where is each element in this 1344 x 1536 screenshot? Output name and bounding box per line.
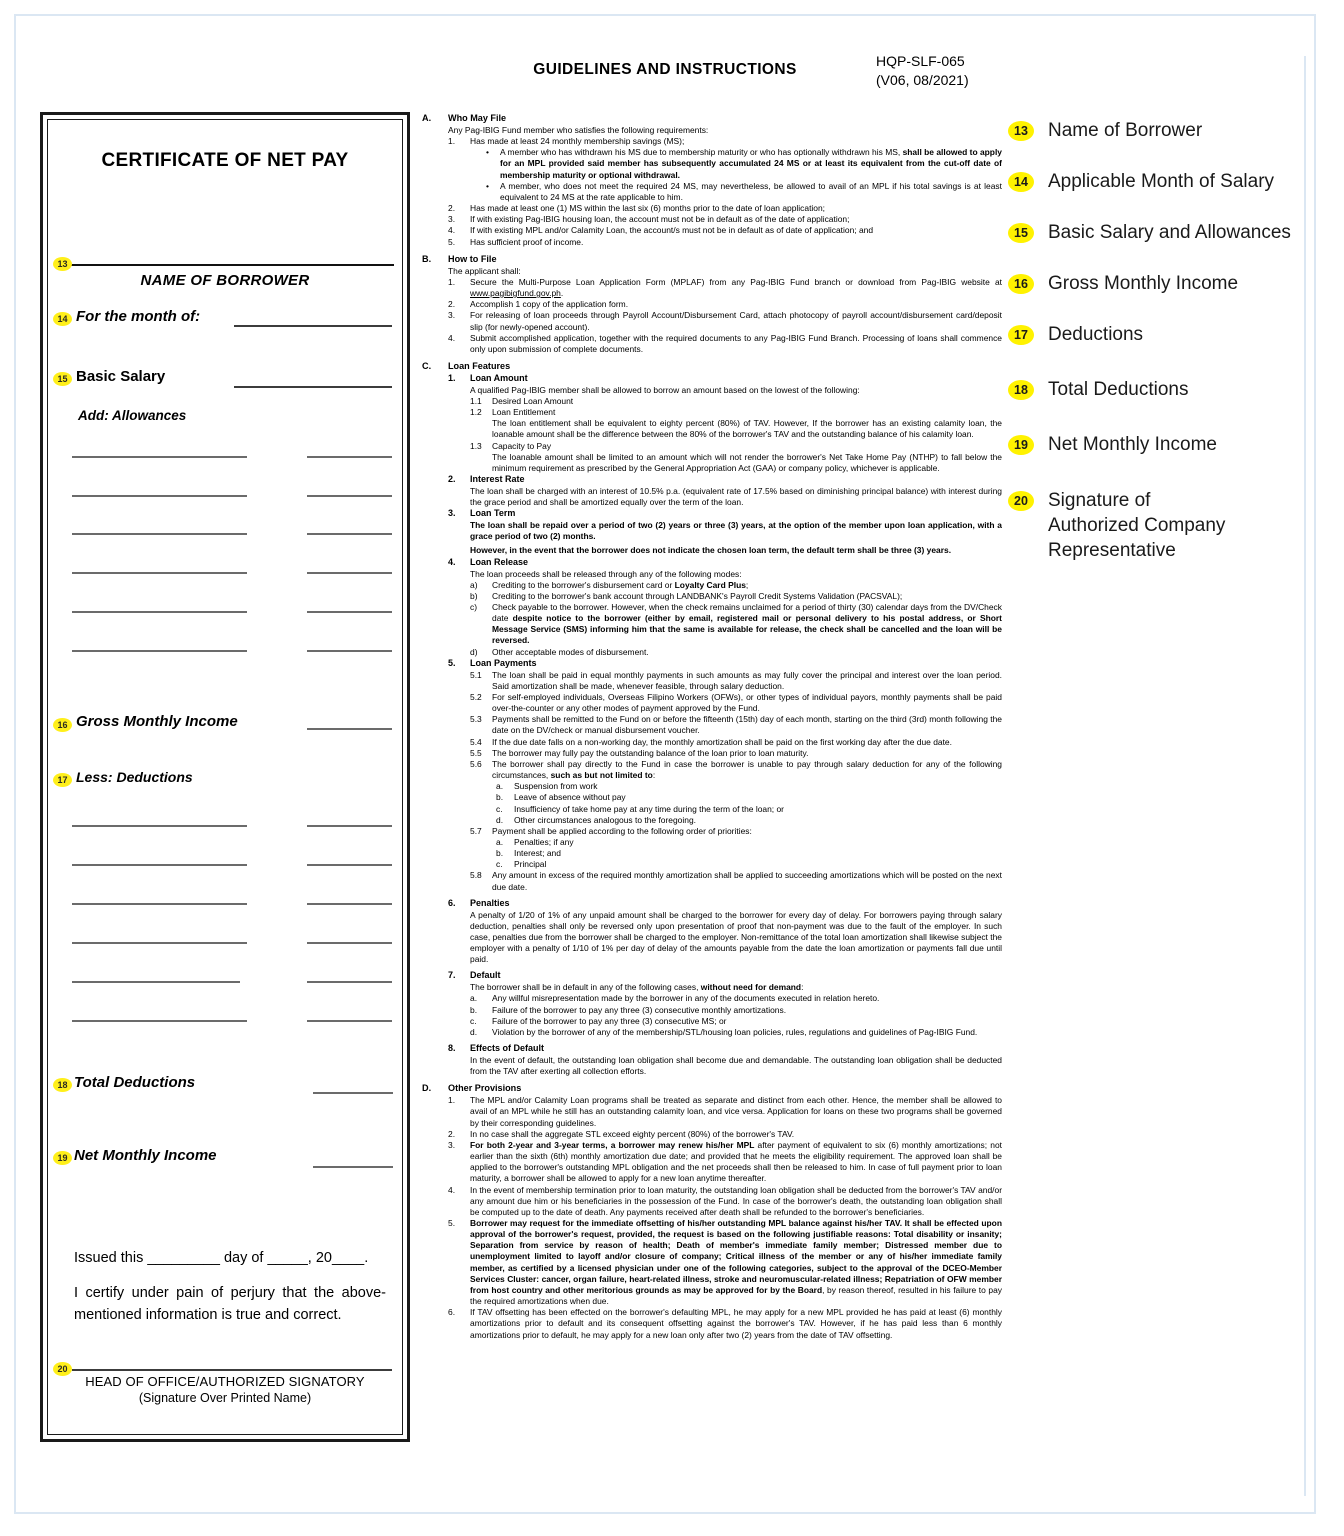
item-text: The borrower may fully pay the outstanding balance of the loan prior to loan maturity. [492, 747, 809, 758]
page-title: GUIDELINES AND INSTRUCTIONS [533, 61, 797, 78]
item-number: 5.1 [470, 669, 482, 680]
legend-item-17 [1008, 322, 1308, 347]
legend-item-19 [1008, 432, 1308, 457]
allowance-desc-line[interactable] [72, 495, 247, 497]
list-item [496, 781, 1002, 792]
list-item [470, 714, 1002, 736]
item-text: Borrower may request for the immediate offsetting of his/her outstanding MPL balance against his/her TAV. It shall be effected upon approval of the borrower's request, provided, the request is based on the following justifiable reasons: Total disability or insanity; Separation from service by reason of health; Death of member's immediate family member; Distressed member due to unemployment limited to layoff and/or closure of company; Critical illness of the member or any of his/her immediate family member, as certified by a licensed physician under one of the following categories, subject to the approval of the DCEO-Member Services Cluster: cancer, organ failure, heart-related illness, stroke and neuromuscular-related illness; Repatriation of OFW member from host country and other meritorious grounds as may be approved for by the Board, by reason thereof, resulted in his failure to pay the required amortizations when due. [470, 1217, 1002, 1307]
legend-item-14 [1008, 169, 1308, 194]
name-of-borrower-caption: NAME OF BORROWER [140, 272, 310, 289]
deduction-desc-line[interactable] [72, 1020, 247, 1022]
item-number: 7. [448, 970, 456, 981]
basic-salary-label: Basic Salary [76, 368, 166, 385]
item-text: Loan Entitlement [492, 407, 556, 418]
subsection-heading [448, 658, 1002, 670]
subsection-body: A penalty of 1/20 of 1% of any unpaid amount shall be charged to the borrower for every day of delay. For borrowers paying through salary deduction, penalties shall only be reversed only upon presentation of proof that non-payment was due to the fault of the employer. In such case, penalties due from the borrower shall be charged to the employer. Non-remittance of the total loan amortization shall likewise subject the employer with a penalty of 1/10 of 1% per day of delay of the amounts payable from the date the loan amortization or payments fall due until paid. [470, 909, 1002, 965]
list-item [448, 214, 1002, 225]
issued-date-text[interactable]: Issued this _________ day of _____, 20____. [74, 1250, 369, 1266]
item-text: Capacity to Pay [492, 440, 552, 451]
marker-13: 13 [53, 257, 72, 271]
section-a-lead: Any Pag-IBIG Fund member who satisfies the following requirements: [448, 125, 709, 135]
less-deductions-label: Less: Deductions [76, 769, 193, 785]
list-item [470, 591, 1002, 602]
item-number: 2. [448, 474, 456, 485]
legend-item-16 [1008, 271, 1308, 296]
list-item [470, 441, 1002, 452]
list-item [470, 580, 1002, 591]
item-text: For self-employed individuals, Overseas Filipino Workers (OFWs), or other types of individual payors, monthly payments shall be paid over-the-counter or any other modes of payment approved by the Fund. [492, 691, 1002, 714]
list-item [448, 237, 1002, 248]
certificate-title: CERTIFICATE OF NET PAY [101, 150, 349, 171]
item-text: Failure of the borrower to pay any three (3) consecutive monthly amortizations. [492, 1004, 787, 1015]
section-c [422, 360, 1002, 1077]
signatory-title: HEAD OF OFFICE/AUTHORIZED SIGNATORY [85, 1374, 365, 1389]
list-item [448, 1095, 1002, 1128]
list-item [470, 870, 1002, 892]
subsection-body: However, in the event that the borrower does not indicate the chosen loan term, the default term shall be three (3) years. [470, 545, 952, 556]
item-text: Submit accomplished application, together with the required documents to any Pag-IBIG Fund Branch. Processing of loans shall commence only upon submission of complete documents. [470, 332, 1002, 354]
item-number: 4. [448, 225, 456, 236]
section-a-letter: A. [422, 113, 432, 123]
basic-salary-line[interactable] [234, 386, 392, 388]
item-text: For both 2-year and 3-year terms, a borrower may renew his/her MPL after payment of equivalent to six (6) monthly amortizations; not earlier than the sixth (6th) monthly amortization due date; and provided that he meets the eligibility requirement. The approved loan shall be applied to the borrower's outstanding MPL obligation and the net proceeds shall then be released to him. In case of full payment prior to loan maturity, a borrower shall be allowed to apply for a new loan anytime thereafter. [470, 1139, 1002, 1184]
annotation-legend [1008, 118, 1308, 585]
gross-monthly-income-line[interactable] [307, 728, 392, 730]
subsection-heading [448, 970, 1002, 982]
item-text: Desired Loan Amount [492, 396, 574, 406]
item-text: Suspension from work [514, 781, 598, 792]
deduction-amount-line[interactable] [307, 942, 392, 944]
item-number: a) [470, 579, 478, 590]
legend-label-17: Deductions [1048, 324, 1144, 346]
deduction-amount-line[interactable] [307, 903, 392, 905]
item-text: Loan Release [470, 556, 529, 567]
item-number: 4. [448, 332, 456, 343]
list-item [496, 859, 1002, 870]
signatory-subtitle: (Signature Over Printed Name) [138, 1391, 312, 1405]
list-item [448, 1185, 1002, 1218]
item-number: c. [496, 803, 503, 814]
subsection-body: The loan shall be charged with an interest of 10.5% p.a. (equivalent rate of 17.5% based on diminishing principal balance) with interest during the grace period and shall be amortized equally over the term of the loan. [470, 485, 1002, 508]
legend-item-13 [1008, 118, 1308, 143]
legend-badge-13: 13 [1008, 121, 1034, 141]
list-item [470, 993, 1002, 1004]
section-a-title: Who May File [448, 113, 507, 123]
list-item [470, 759, 1002, 781]
list-item [470, 826, 1002, 837]
list-item [448, 299, 1002, 310]
item-number: 1. [448, 276, 456, 287]
item-number: 5. [448, 1217, 456, 1228]
item-text: For releasing of loan proceeds through Payroll Account/Disbursement Card, attach photocopy of payroll account/disbursement card/deposit slip (for newly-opened account). [470, 310, 1002, 332]
allowance-desc-line[interactable] [72, 533, 247, 535]
item-number: b) [470, 590, 478, 601]
subsection-lead: The loan proceeds shall be released through any of the following modes: [470, 568, 742, 579]
marker-18: 18 [53, 1078, 72, 1092]
item-text: Interest; and [514, 848, 561, 859]
list-item [470, 692, 1002, 714]
document-header [16, 50, 1314, 100]
section-c-title: Loan Features [448, 360, 511, 371]
item-number: b. [496, 848, 504, 859]
item-text: Has sufficient proof of income. [470, 236, 584, 247]
deduction-amount-line[interactable] [307, 1020, 392, 1022]
list-item [448, 1218, 1002, 1307]
section-d [422, 1082, 1002, 1340]
list-item [496, 837, 1002, 848]
item-number: 1. [448, 1095, 456, 1106]
deduction-amount-line[interactable] [307, 825, 392, 827]
allowance-desc-line[interactable] [72, 456, 247, 458]
legend-item-18 [1008, 377, 1308, 402]
list-item [470, 748, 1002, 759]
marker-19: 19 [53, 1151, 72, 1165]
item-number: 5.4 [470, 736, 482, 747]
subsection-lead: A qualified Pag-IBIG member shall be allowed to borrow an amount based on the lowest of the following: [470, 384, 860, 395]
list-item [496, 792, 1002, 803]
item-number: 1.1 [470, 396, 482, 406]
subsection-heading [448, 508, 1002, 520]
marker-20: 20 [53, 1362, 72, 1376]
form-code: HQP-SLF-065 [876, 53, 965, 69]
list-item [496, 848, 1002, 859]
allowance-amount-line[interactable] [307, 495, 392, 497]
legend-label-16: Gross Monthly Income [1048, 273, 1239, 295]
deduction-desc-line[interactable] [72, 903, 247, 905]
item-number: 1. [448, 372, 456, 383]
item-text: Payments shall be remitted to the Fund on or before the fifteenth (15th) day of each month, starting on the third (3rd) month following the date on the DV/check or manual disbursement voucher. [492, 714, 1002, 736]
deduction-desc-line[interactable] [72, 825, 247, 827]
subsection-body: The loan entitlement shall be equivalent to eighty percent (80%) of TAV. However, If the borrower has an existing calamity loan, the loanable amount shall be the difference between the 80% of the borrower's TAV and the outstanding balance of his calamity loan. [492, 418, 1002, 440]
legend-divider [1304, 56, 1306, 1496]
name-of-borrower-line[interactable] [66, 264, 394, 266]
item-number: a. [470, 993, 478, 1004]
allowance-desc-line[interactable] [72, 572, 247, 574]
list-item [448, 136, 1002, 147]
deduction-desc-line[interactable] [72, 981, 240, 983]
section-c-letter: C. [422, 360, 432, 371]
item-number: d. [470, 1026, 478, 1037]
legend-label-13: Name of Borrower [1048, 120, 1203, 141]
item-number: c. [470, 1015, 477, 1026]
item-number: 3. [448, 214, 456, 225]
allowance-amount-line[interactable] [307, 650, 392, 652]
section-b [422, 253, 1002, 355]
item-text: Loan Payments [470, 657, 537, 668]
gross-monthly-income-label: Gross Monthly Income [76, 713, 238, 730]
item-text: The borrower shall pay directly to the Fund in case the borrower is unable to pay through salary deduction for any of the following circumstances, such as but not limited to: [492, 758, 1002, 781]
item-number: c. [496, 859, 503, 870]
item-number: 3. [448, 508, 456, 519]
month-of-label: For the month of: [76, 308, 201, 325]
subsection-body: The loanable amount shall be limited to an amount which will not render the borrower's Net Take Home Pay (NTHP) to fall below the minimum requirement as prescribed by the General Appropriation Act (GAA) or company policy, whichever is applicable. [492, 451, 1002, 473]
subsection-heading [448, 898, 1002, 910]
deduction-amount-line[interactable] [307, 981, 392, 983]
section-a [422, 112, 1002, 248]
item-number: 4. [448, 556, 456, 567]
legend-label-19: Net Monthly Income [1048, 434, 1217, 456]
item-number: 1. [448, 136, 456, 147]
net-monthly-income-line[interactable] [313, 1166, 393, 1168]
month-of-line[interactable] [234, 325, 392, 327]
section-b-title: How to File [448, 253, 497, 264]
legend-label-18: Total Deductions [1048, 379, 1189, 401]
item-number: 5.7 [470, 825, 482, 836]
list-item [470, 396, 1002, 407]
list-item [496, 804, 1002, 815]
item-text: Other acceptable modes of disbursement. [492, 646, 649, 657]
item-text: Any willful misrepresentation made by the borrower in any of the documents executed in relation hereto. [492, 993, 880, 1004]
item-text: If the due date falls on a non-working day, the monthly amortization shall be paid on the first working day after the due date. [492, 736, 952, 747]
list-item [448, 277, 1002, 299]
item-text: Default [470, 970, 501, 981]
list-item [470, 602, 1002, 647]
list-item [448, 333, 1002, 355]
list-item [470, 737, 1002, 748]
legend-badge-14: 14 [1008, 172, 1034, 192]
item-text: Crediting to the borrower's disbursement card or Loyalty Card Plus; [492, 579, 749, 590]
section-d-title: Other Provisions [448, 1083, 522, 1094]
add-allowances-label: Add: Allowances [78, 408, 187, 423]
document-page [14, 14, 1316, 1514]
item-text: If TAV offsetting has been effected on the borrower's defaulting MPL, he may apply for a new MPL provided he has paid at least (6) monthly amortizations prior to default and its consequent offsetting against the borrower's TAV. However, if he has paid less than 6 monthly amortizations prior to default, he may apply for a new loan only after two (2) years from the date of TAV offsetting. [470, 1307, 1002, 1340]
list-item [448, 225, 1002, 236]
list-item [448, 203, 1002, 214]
item-number: 4. [448, 1184, 456, 1195]
item-number: 5.8 [470, 870, 482, 881]
item-number: 5.2 [470, 691, 482, 702]
legend-badge-18: 18 [1008, 380, 1034, 400]
item-number: 3. [448, 310, 456, 321]
item-text: Has made at least 24 monthly membership savings (MS); [470, 136, 685, 147]
item-number: 3. [448, 1139, 456, 1150]
list-item [486, 147, 1002, 180]
item-number: c) [470, 601, 478, 612]
bullet-icon: • [486, 180, 489, 191]
item-text: Other circumstances analogous to the foregoing. [514, 814, 696, 825]
item-text: A member who has withdrawn his MS due to membership maturity or who has optionally withdrawn his MS, shall be allowed to apply for an MPL provided said member has subsequently accumulated 24 MS or at least its equivalent from the cut-off date of membership maturity or optional withdrawal. [500, 147, 1003, 180]
deduction-desc-line[interactable] [72, 864, 247, 866]
legend-label-14: Applicable Month of Salary [1048, 171, 1275, 193]
item-text: Effects of Default [470, 1043, 545, 1054]
list-item [448, 310, 1002, 332]
pagibig-website-link[interactable]: www.pagibigfund.gov.ph [470, 288, 561, 299]
item-text: The MPL and/or Calamity Loan programs shall be treated as separate and distinct from each other. Hence, the member shall be allowed to avail of an MPL while he still has an outstanding calamity loan, and vice versa. Application for loans on these two programs shall be governed by their corresponding guidelines. [470, 1095, 1002, 1128]
certification-statement: I certify under pain of perjury that the above-mentioned information is true and correct. [74, 1285, 386, 1323]
list-item [470, 1005, 1002, 1016]
list-item [486, 181, 1002, 203]
item-text: If with existing Pag-IBIG housing loan, the account must not be in default as of the date of application; [470, 214, 850, 225]
marker-16: 16 [53, 718, 72, 732]
net-monthly-income-label: Net Monthly Income [74, 1147, 217, 1164]
item-text: Secure the Multi-Purpose Loan Application Form (MPLAF) from any Pag-IBIG Fund branch or download from Pag-IBIG website at www.pagibigfund.gov.ph. [470, 276, 1002, 299]
item-text: Interest Rate [470, 474, 525, 485]
total-deductions-line[interactable] [313, 1092, 393, 1094]
item-text: In no case shall the aggregate STL exceed eighty percent (80%) of the borrower's TAV. [470, 1128, 795, 1139]
item-text: The loan shall be paid in equal monthly payments in such amounts as may fully cover the principal and interest over the loan period. Said amortization shall be made, whenever feasible, through salary deduction. [492, 669, 1002, 691]
item-text: Principal [514, 859, 547, 870]
allowance-amount-line[interactable] [307, 456, 392, 458]
item-text: Loan Amount [470, 372, 528, 383]
legend-label-20: Signature of Authorized Company Representative [1048, 489, 1226, 561]
signature-line[interactable] [72, 1369, 392, 1371]
legend-badge-17: 17 [1008, 325, 1034, 345]
item-number: a. [496, 781, 504, 792]
guidelines-body [422, 112, 1002, 1502]
list-item [448, 1307, 1002, 1340]
total-deductions-label: Total Deductions [74, 1074, 196, 1091]
subsection-heading [448, 557, 1002, 569]
item-text: Failure of the borrower to pay any three (3) consecutive MS; or [492, 1015, 727, 1026]
list-item [470, 1016, 1002, 1027]
legend-badge-19: 19 [1008, 435, 1034, 455]
certificate-of-net-pay-form [40, 112, 410, 1442]
item-number: 5.6 [470, 758, 482, 769]
allowance-desc-line[interactable] [72, 611, 247, 613]
list-item [470, 670, 1002, 692]
item-number: 2. [448, 203, 456, 214]
item-number: b. [496, 792, 504, 803]
list-item [448, 1129, 1002, 1140]
item-number: 1.3 [470, 440, 482, 451]
item-number: d) [470, 646, 478, 657]
subsection-body: In the event of default, the outstanding loan obligation shall become due and demandable. The outstanding loan obligation shall be deducted from the TAV after exerting all collection efforts. [470, 1054, 1002, 1077]
item-number: d. [496, 814, 504, 825]
item-number: 5.5 [470, 747, 482, 758]
legend-item-15 [1008, 220, 1308, 245]
item-text: Payment shall be applied according to the following order of priorities: [492, 825, 752, 836]
item-text: Penalties [470, 897, 510, 908]
item-text: Crediting to the borrower's bank account through LANDBANK's Payroll Credit Systems Validation (PACSVAL); [492, 590, 903, 601]
item-number: 2. [448, 299, 456, 310]
item-text: Penalties; if any [514, 836, 574, 847]
allowance-desc-line[interactable] [72, 650, 247, 652]
legend-badge-20: 20 [1008, 491, 1034, 511]
item-number: 5. [448, 236, 456, 247]
section-b-lead: The applicant shall: [448, 265, 521, 276]
form-version: (V06, 08/2021) [876, 71, 969, 88]
section-b-letter: B. [422, 253, 432, 264]
item-number: 5.3 [470, 714, 482, 725]
item-number: 2. [448, 1128, 456, 1139]
deduction-desc-line[interactable] [72, 942, 247, 944]
allowance-amount-line[interactable] [307, 533, 392, 535]
subsection-heading [448, 1043, 1002, 1055]
item-number: 1.2 [470, 407, 482, 418]
subsection-heading [448, 474, 1002, 486]
item-number: a. [496, 836, 504, 847]
item-text: Leave of absence without pay [514, 792, 626, 803]
item-text: If with existing MPL and/or Calamity Loan, the account/s must not be in default as of date of application; and [470, 225, 874, 236]
deduction-amount-line[interactable] [307, 864, 392, 866]
subsection-heading [448, 373, 1002, 385]
item-text: Check payable to the borrower. However, when the check remains unclaimed for a period of thirty (30) calendar days from the DV/Check date despite notice to the borrower (either by email, registered mail or personal delivery to his postal address, or Short Message Service (SMS) informing him that the same is available for release, the check shall be cancelled and the loan will be reversed. [492, 601, 1002, 646]
subsection-lead: The borrower shall be in default in any of the following cases, without need for demand: [470, 982, 804, 993]
list-item [470, 1027, 1002, 1038]
bullet-icon: • [486, 147, 489, 158]
marker-14: 14 [53, 312, 72, 326]
list-item [448, 1140, 1002, 1185]
form-code-block [876, 52, 1086, 90]
item-number: 6. [448, 897, 456, 908]
item-number: 6. [448, 1307, 456, 1318]
list-item [470, 647, 1002, 658]
list-item [496, 815, 1002, 826]
item-text: In the event of membership termination prior to loan maturity, the outstanding loan obligation shall be deducted from the borrower's TAV and/or any amount due him or his beneficiaries in the possession of the Fund. In case of the borrower's death, the outstanding loan obligation shall be computed up to the date of death. Any payments received after death shall be refunded to the borrower's beneficiaries. [470, 1184, 1002, 1217]
legend-badge-15: 15 [1008, 223, 1034, 243]
list-item [470, 407, 1002, 418]
item-text: Insufficiency of take home pay at any time during the term of the loan; or [514, 803, 784, 814]
section-d-letter: D. [422, 1083, 432, 1094]
allowance-amount-line[interactable] [307, 572, 392, 574]
item-text: Violation by the borrower of any of the membership/STL/housing loan policies, rules, regulations and guidelines of Pag-IBIG Fund. [492, 1026, 978, 1037]
item-number: 8. [448, 1043, 456, 1054]
legend-label-15: Basic Salary and Allowances [1048, 222, 1291, 244]
marker-17: 17 [53, 773, 72, 787]
item-text: Loan Term [470, 508, 516, 519]
item-text: Has made at least one (1) MS within the last six (6) months prior to the date of loan application; [470, 203, 826, 214]
item-text: Accomplish 1 copy of the application form. [470, 299, 629, 310]
item-text: A member, who does not meet the required 24 MS, may nevertheless, be allowed to avail of an MPL if his total savings is at least equivalent to 24 MS at the rate applicable to him. [500, 180, 1002, 202]
legend-badge-16: 16 [1008, 274, 1034, 294]
item-number: b. [470, 1004, 478, 1015]
allowance-amount-line[interactable] [307, 611, 392, 613]
legend-item-20 [1008, 488, 1308, 563]
subsection-body: The loan shall be repaid over a period of two (2) years or three (3) years, at the option of the member upon loan application, with a grace period of two (2) months. [470, 520, 1002, 542]
item-text: Any amount in excess of the required monthly amortization shall be applied to succeeding amortizations which will be posted on the next due date. [492, 870, 1002, 892]
marker-15: 15 [53, 372, 72, 386]
item-number: 5. [448, 657, 456, 668]
